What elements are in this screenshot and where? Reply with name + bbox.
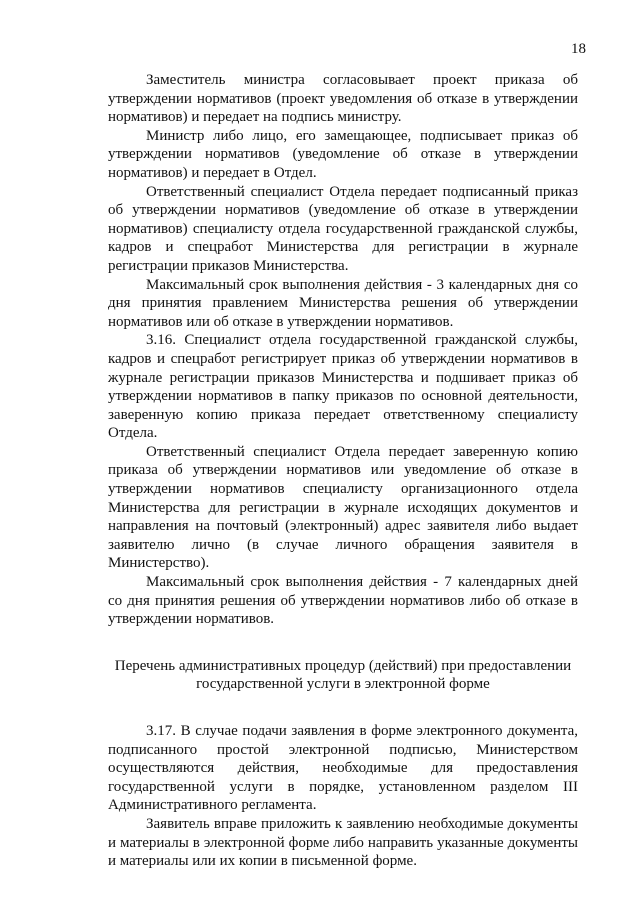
paragraph: Заявитель вправе приложить к заявлению необходимые документы и материалы в электронной форме либо направить указанные документы и материалы или их копии в письменной форме. <box>108 815 578 870</box>
section-heading: Перечень административных процедур (действий) при предоставлении государственной услуги в электронной форме <box>114 657 572 693</box>
paragraph: Заместитель министра согласовывает проект приказа об утверждении нормативов (проект уведомления об отказе в утверждении нормативов) и передает на подпись министру. <box>108 72 578 126</box>
document-body <box>108 71 578 871</box>
paragraph: 3.16. Специалист отдела государственной гражданской службы, кадров и спецработ регистрирует приказ об утверждении нормативов в журнале регистрации приказов Министерства и подшивает приказ об утверждении нормативов в папку приказов по основной деятельности, заверенную копию приказа передает ответственному специалисту Отдела. <box>108 332 578 442</box>
paragraph: Ответственный специалист Отдела передает подписанный приказ об утверждении нормативов (уведомление об отказе в утверждении нормативов) специалисту отдела государственной гражданской службы, кадров и спецработ Министерства для регистрации в журнале регистрации приказов Министерства. <box>108 183 578 274</box>
paragraph: Максимальный срок выполнения действия - 7 календарных дней со дня принятия решения об утверждении нормативов либо об отказе в утверждении нормативов. <box>108 574 578 628</box>
paragraph: Ответственный специалист Отдела передает заверенную копию приказа об утверждении нормативов или уведомление об отказе в утверждении нормативов специалисту организационного отдела Министерства для регистрации в журнале исходящих документов и направления на почтовый (электронный) адрес заявителя либо выдает заявителю лично (в случае личного обращения заявителя в Министерство). <box>108 443 578 572</box>
page-number: 18 <box>571 41 586 57</box>
paragraph: Максимальный срок выполнения действия - 3 календарных дня со дня принятия правлением Министерства решения об утверждении нормативов или об отказе в утверждении нормативов. <box>108 276 578 330</box>
paragraph: 3.17. В случае подачи заявления в форме электронного документа, подписанного простой электронной подписью, Министерством осуществляются действия, необходимые для предоставления государственной услуги в порядке, установленном разделом III Административного регламента. <box>108 723 578 814</box>
paragraph: Министр либо лицо, его замещающее, подписывает приказ об утверждении нормативов (уведомление об отказе в утверждении нормативов) и передает в Отдел. <box>108 127 578 181</box>
